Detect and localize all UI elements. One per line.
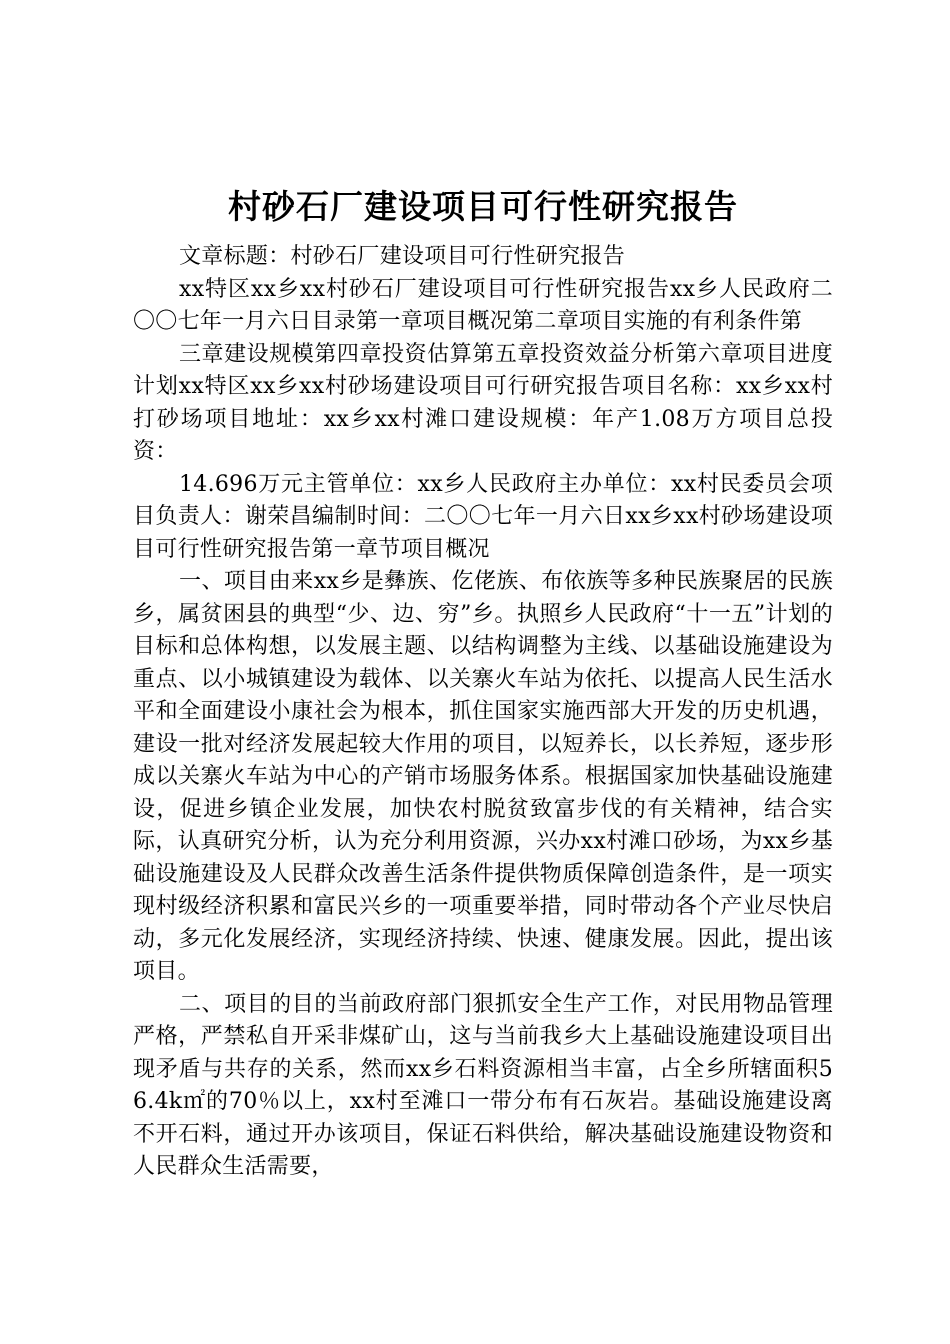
document-page (133, 185, 833, 1184)
paragraph-project-origin: 一、项目由来xx乡是彝族、仡佬族、布依族等多种民族聚居的民族乡，属贫困县的典型“少、边、穷”乡。执照乡人民政府“十一五”计划的目标和总体构想，以发展主题、以结构调整为主线、以基础设施建设为重点、以小城镇建设为载体、以关寨火车站为依托、以提高人民生活水平和全面建设小康社会为根本，抓住国家实施西部大开发的历史机遇，建设一批对经济发展起较大作用的项目，以短养长，以长养短，逐步形成以关寨火车站为中心的产销市场服务体系。根据国家加快基础设施建设，促进乡镇企业发展，加快农村脱贫致富步伐的有关精神，结合实际，认真研究分析，认为充分利用资源，兴办xx村滩口砂场，为xx乡基础设施建设及人民群众改善生活条件提供物质保障创造条件，是一项实现村级经济积累和富民兴乡的一项重要举措，同时带动各个产业尽快启动，多元化发展经济，实现经济持续、快速、健康发展。因此，提出该项目。 (133, 569, 833, 984)
paragraph-project-purpose: 二、项目的目的当前政府部门狠抓安全生产工作，对民用物品管理严格，严禁私自开采非煤矿山，这与当前我乡大上基础设施建设项目出现矛盾与共存的关系，然而xx乡石料资源相当丰富，占全乡所辖面积56.4k㎡的70％以上，xx村至滩口一带分布有石灰岩。基础设施建设离不开石料，通过开办该项目，保证石料供给，解决基础设施建设物资和人民群众生活需要， (133, 991, 833, 1179)
paragraph-project-units: 14.696万元主管单位：xx乡人民政府主办单位：xx村民委员会项目负责人：谢荣昌编制时间：二〇〇七年一月六日xx乡xx村砂场建设项目可行性研究报告第一章节项目概况 (133, 471, 833, 562)
paragraph-article-title: 文章标题：村砂石厂建设项目可行性研究报告 (179, 244, 626, 269)
paragraph-table-of-contents: xx特区xx乡xx村砂石厂建设项目可行性研究报告xx乡人民政府二〇〇七年一月六日目录第一章项目概况第二章项目实施的有利条件第 (133, 276, 833, 334)
paragraph-project-info: 三章建设规模第四章投资估算第五章投资效益分析第六章项目进度计划xx特区xx乡xx村砂场建设项目可行研究报告项目名称：xx乡xx村打砂场项目地址：xx乡xx村滩口建设规模：年产1.08万方项目总投资： (133, 341, 833, 464)
document-title: 村砂石厂建设项目可行性研究报告 (228, 187, 738, 226)
